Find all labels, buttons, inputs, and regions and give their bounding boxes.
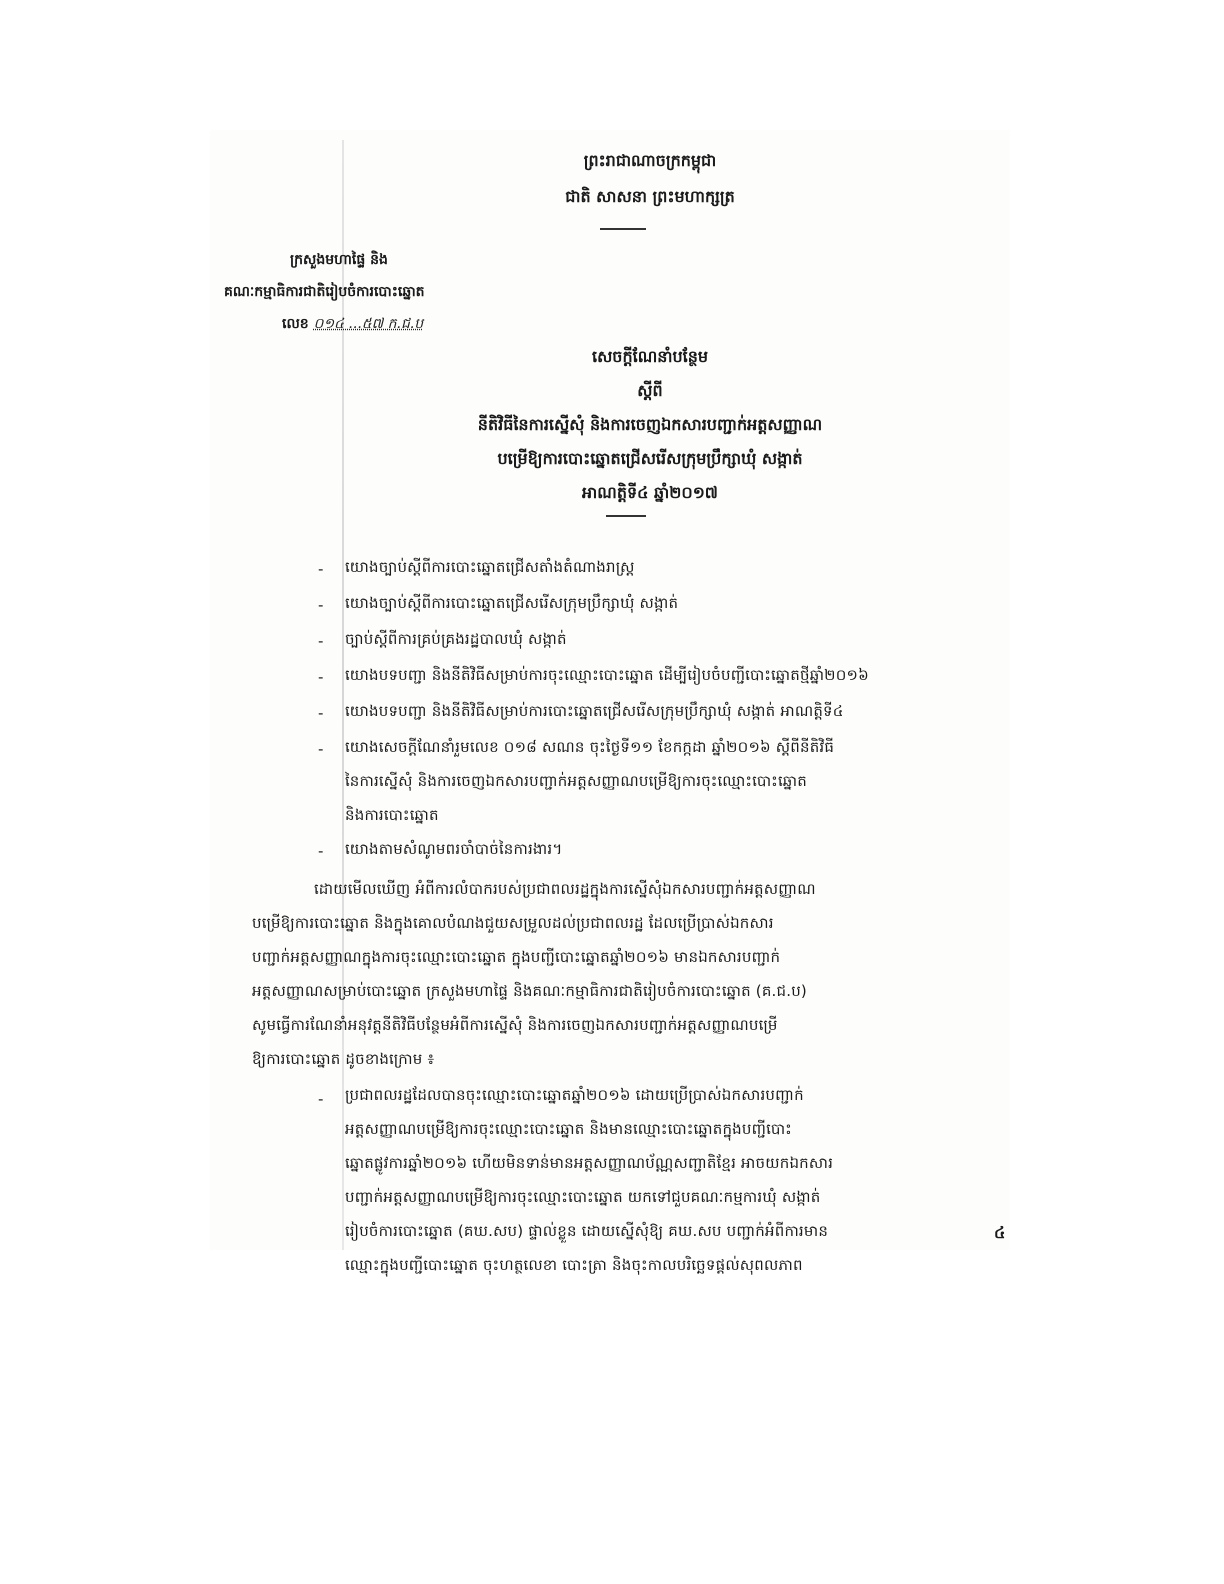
reference-item: យោងច្បាប់ស្ដីពីការបោះឆ្នោតជ្រើសរើសក្រុមប្រឹក្សាឃុំ សង្កាត់ [345,594,679,612]
paragraph-line: ឱ្យការបោះឆ្នោត ដូចខាងក្រោម ៖ [252,1050,435,1068]
committee-name: គណៈកម្មាធិការជាតិរៀបចំការបោះឆ្នោត [224,284,425,300]
page-continuation-mark: ៤ [994,1223,1006,1242]
reference-item: យោងតាមសំណូមពរចាំបាច់នៃការងារ។ [345,840,563,858]
point-line: បញ្ជាក់អត្តសញ្ញាណបម្រើឱ្យការចុះឈ្មោះបោះឆ្នោត យកទៅជួបគណៈកម្មការឃុំ សង្កាត់ [345,1188,821,1206]
title-subject-line1: នីតិវិធីនៃការស្នើសុំ និងការចេញឯកសារបញ្ជាក់អត្តសញ្ញាណ [477,415,823,434]
point-line: ឈ្មោះក្នុងបញ្ជីបោះឆ្នោត ចុះហត្ថលេខា បោះត្រា និងចុះកាលបរិច្ឆេទផ្ដល់សុពលភាព [345,1256,803,1274]
reference-bullet: - [318,560,324,578]
ministry-name: ក្រសួងមហាផ្ទៃ និង [290,252,388,268]
reference-item: យោងច្បាប់ស្ដីពីការបោះឆ្នោតជ្រើសតាំងតំណាងរាស្ត្រ [345,558,635,576]
scan-fold-line [342,140,344,1250]
reference-bullet: - [318,632,324,650]
reference-bullet: - [318,740,324,758]
reference-item: ច្បាប់ស្ដីពីការគ្រប់គ្រងរដ្ឋបាលឃុំ សង្កាត់ [345,630,567,648]
reference-item: យោងសេចក្ដីណែនាំរួមលេខ ០១៨ សណន ចុះថ្ងៃទី១១ ខែកក្កដា ឆ្នាំ២០១៦ ស្ដីពីនីតិវិធី [345,738,835,756]
paragraph-line: សូមធ្វើការណែនាំអនុវត្តនីតិវិធីបន្ថែមអំពីការស្នើសុំ និងការចេញឯកសារបញ្ជាក់អត្តសញ្ញាណបម្រើ [252,1016,778,1034]
reference-item-continued: នៃការស្នើសុំ និងការចេញឯកសារបញ្ជាក់អត្តសញ្ញាណបម្រើឱ្យការចុះឈ្មោះបោះឆ្នោត [345,772,807,790]
title-divider [606,515,646,517]
reference-item-continued: និងការបោះឆ្នោត [345,806,439,824]
reference-value: ០១៤ ...៥៧ ក.ជ.ប [313,316,424,332]
reference-bullet: - [318,596,324,614]
point-line: ប្រជាពលរដ្ឋដែលបានចុះឈ្មោះបោះឆ្នោតឆ្នាំ២០១៦ ដោយប្រើប្រាស់ឯកសារបញ្ជាក់ [345,1086,804,1104]
reference-label: លេខ [282,316,309,332]
document-title: សេចក្ដីណែនាំបន្ថែម [591,347,708,366]
title-about: ស្ដីពី [637,381,663,400]
point-line: ឆ្នោតផ្លូវការឆ្នាំ២០១៦ ហើយមិនទាន់មានអត្តសញ្ញាណប័ណ្ណសញ្ជាតិខ្មែរ អាចយកឯកសារ [345,1154,834,1172]
title-subject-line3: អាណត្តិទី៤ ឆ្នាំ២០១៧ [582,483,718,502]
point-line: រៀបចំការបោះឆ្នោត (គឃ.សប) ផ្ទាល់ខ្លួន ដោយស្នើសុំឱ្យ គឃ.សប បញ្ជាក់អំពីការមាន [345,1222,829,1240]
point-line: អត្តសញ្ញាណបម្រើឱ្យការចុះឈ្មោះបោះឆ្នោត និងមានឈ្មោះបោះឆ្នោតក្នុងបញ្ជីបោះ [345,1120,792,1138]
kingdom-heading: ព្រះរាជាណាចក្រកម្ពុជា [583,151,717,170]
reference-number [282,314,423,335]
paragraph-line: ដោយមើលឃើញ អំពីការលំបាករបស់ប្រជាពលរដ្ឋក្នុងការស្នើសុំឯកសារបញ្ជាក់អត្តសញ្ញាណ [314,880,816,898]
reference-item: យោងបទបញ្ជា និងនីតិវិធីសម្រាប់ការបោះឆ្នោតជ្រើសរើសក្រុមប្រឹក្សាឃុំ សង្កាត់ អាណត្តិទី៤ [345,702,844,720]
title-subject-line2: បម្រើឱ្យការបោះឆ្នោតជ្រើសរើសក្រុមប្រឹក្សាឃុំ សង្កាត់ [497,449,803,468]
point-bullet: - [318,1090,324,1108]
reference-item: យោងបទបញ្ជា និងនីតិវិធីសម្រាប់ការចុះឈ្មោះបោះឆ្នោត ដើម្បីរៀបចំបញ្ជីបោះឆ្នោតថ្មីឆ្នាំ២០១៦ [345,666,869,684]
reference-bullet: - [318,842,324,860]
paragraph-line: បញ្ជាក់អត្តសញ្ញាណក្នុងការចុះឈ្មោះបោះឆ្នោត ក្នុងបញ្ជីបោះឆ្នោតឆ្នាំ២០១៦ មានឯកសារបញ្ជាក់ [252,948,781,966]
reference-bullet: - [318,668,324,686]
reference-bullet: - [318,704,324,722]
paragraph-line: អត្តសញ្ញាណសម្រាប់បោះឆ្នោត ក្រសួងមហាផ្ទៃ និងគណៈកម្មាធិការជាតិរៀបចំការបោះឆ្នោត (គ.ជ.ប) [252,982,807,1000]
header-divider [600,228,646,230]
paragraph-line: បម្រើឱ្យការបោះឆ្នោត និងក្នុងគោលបំណងជួយសម្រួលដល់ប្រជាពលរដ្ឋ ដែលប្រើប្រាស់ឯកសារ [252,914,774,932]
national-motto: ជាតិ សាសនា ព្រះមហាក្សត្រ [565,187,735,206]
